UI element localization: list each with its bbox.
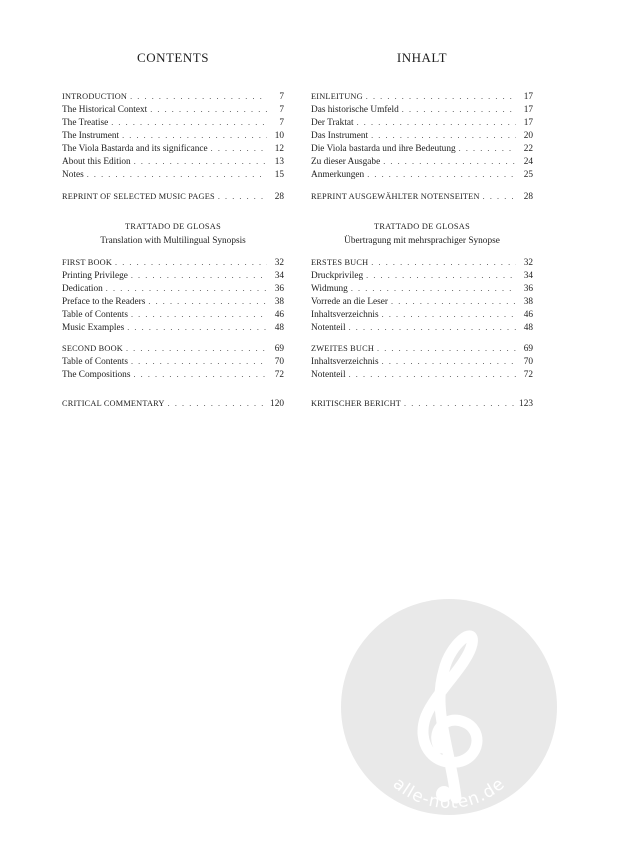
toc-entry[interactable]: The Compositions . . . 72: [62, 368, 284, 381]
toc-entry[interactable]: Table of Contents . . . 70: [62, 355, 284, 368]
watermark: [340, 598, 558, 816]
toc-entry[interactable]: The Instrument . . . 10: [62, 129, 284, 142]
toc-entry[interactable]: The Treatise . . . 7: [62, 116, 284, 129]
toc-entry[interactable]: Notenteil . . . 48: [311, 321, 533, 334]
toc-entry-reprint[interactable]: REPRINT OF SELECTED MUSIC PAGES . . . 28: [62, 190, 284, 203]
toc-entry[interactable]: SECOND BOOK . . . 69: [62, 342, 284, 355]
toc-entry[interactable]: Das historische Umfeld . . . 17: [311, 103, 533, 116]
section-subtitle: Übertragung mit mehrsprachiger Synopse: [344, 236, 500, 246]
toc-entry[interactable]: EINLEITUNG . . . 17: [311, 90, 533, 103]
toc-entry[interactable]: Vorrede an die Leser . . . 38: [311, 295, 533, 308]
treble-clef-icon: [340, 598, 558, 816]
toc-entry[interactable]: Druckprivileg . . . 34: [311, 269, 533, 282]
toc-entry[interactable]: Notenteil . . . 72: [311, 368, 533, 381]
contents-heading: CONTENTS: [137, 50, 209, 65]
toc-entry[interactable]: Anmerkungen . . . 25: [311, 168, 533, 181]
toc-entry[interactable]: Music Examples . . . 48: [62, 321, 284, 334]
toc-entry[interactable]: Zu dieser Ausgabe . . . 24: [311, 155, 533, 168]
toc-entry[interactable]: Widmung . . . 36: [311, 282, 533, 295]
toc-entry[interactable]: The Historical Context . . . 7: [62, 103, 284, 116]
section-subtitle: Translation with Multilingual Synopsis: [100, 236, 246, 246]
toc-entry[interactable]: INTRODUCTION . . . 7: [62, 90, 284, 103]
toc-entry[interactable]: ZWEITES BUCH . . . 69: [311, 342, 533, 355]
section-title: TRATTADO DE GLOSAS: [124, 222, 221, 231]
section-title: TRATTADO DE GLOSAS: [373, 222, 470, 231]
toc-entry[interactable]: ERSTES BUCH . . . 32: [311, 256, 533, 269]
inhalt-heading: INHALT: [396, 50, 448, 65]
toc-entry-reprint[interactable]: REPRINT AUSGEWÄHLTER NOTENSEITEN . . . 28: [311, 190, 533, 203]
toc-entry[interactable]: Inhaltsverzeichnis . . . 70: [311, 355, 533, 368]
toc-entry[interactable]: Table of Contents . . . 46: [62, 308, 284, 321]
toc-entry[interactable]: Dedication . . . 36: [62, 282, 284, 295]
toc-entry[interactable]: Die Viola bastarda und ihre Bedeutung . . . 22: [311, 142, 533, 155]
toc-entry-commentary[interactable]: CRITICAL COMMENTARY . . . 120: [62, 397, 284, 410]
toc-entry[interactable]: FIRST BOOK . . . 32: [62, 256, 284, 269]
toc-entry[interactable]: Preface to the Readers . . . 38: [62, 295, 284, 308]
toc-entry[interactable]: Notes . . . 15: [62, 168, 284, 181]
toc-entry[interactable]: Das Instrument . . . 20: [311, 129, 533, 142]
toc-entry[interactable]: Inhaltsverzeichnis . . . 46: [311, 308, 533, 321]
toc-entry[interactable]: The Viola Bastarda and its significance . . . 12: [62, 142, 284, 155]
toc-entry[interactable]: Der Traktat . . . 17: [311, 116, 533, 129]
toc-entry-commentary[interactable]: KRITISCHER BERICHT . . . 123: [311, 397, 533, 410]
toc-entry[interactable]: Printing Privilege . . . 34: [62, 269, 284, 282]
watermark-text: alle-noten.de: [388, 773, 510, 814]
toc-entry[interactable]: About this Edition . . . 13: [62, 155, 284, 168]
